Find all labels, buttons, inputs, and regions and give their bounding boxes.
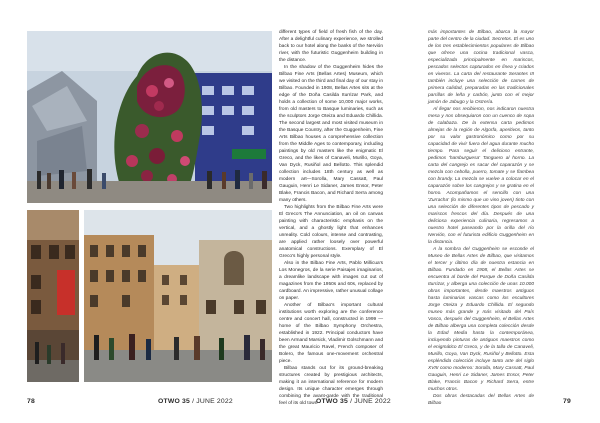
bilbao-street-illustration bbox=[27, 210, 79, 382]
guggenheim-puppy-illustration bbox=[27, 31, 272, 203]
paragraph: A la sombra del Guggenheim se esconde el Museo de Bellas Artes de Bilbao, que visitamos el tercer y último día de nuestra estancia en Bilbao. Fundado en 1908, el Bellas Artes se encuentra al borde del Parque de Doña Casilda Iturrizar, y alberga una colección de unas 10.000 obras importantes, desde maestros antiguos hasta luminarias vascas como los escultores Jorge Oteiza y Eduardo Chillida. El segundo museo más grande y más visitado del País Vasco, después del Guggenheim, el Bellas Artes de Bilbao alberga una completa colección desde la Edad Media hasta la contemporánea, incluyendo pinturas de antiguos maestros como el enigmático El Greco, y de la talla de Canaveli, Murillo, Goya, Van Dyck, Rusiñol y Bellotto. Esta espléndida colección incluye tanto arte del siglo XVIII como moderno: Sorolla, Mary Cassatt, Paul Gauguin, Henri Le Sidaner, James Ensor, Peter Blake, Francis Bacon y Richard Serra, entre muchos otros. bbox=[428, 247, 534, 392]
paragraph: Dos obras destacadas del Bellas Artes de Bilbao bbox=[428, 394, 534, 406]
bilbao-plaza-photo bbox=[84, 210, 272, 382]
paragraph: different types of field of fresh fish of the day. After a delightful culinary experience, we strolled back to our hotel along the banks of the Nervión river, with the futuristic Guggenheim building in the distance. bbox=[279, 30, 383, 63]
article-column-spanish bbox=[428, 29, 534, 406]
paragraph: más importantes de Bilbao, abarca la mayor parte del centro de la ciudad. Secretos. El es uno de los tres establecimientos populares de Bilbao que ofrece una cocina tradicional vasca, especializada principalmente en mariscos, pescados selectos capturados en línea y criados en viveros. La carta del restaurante Serantes III también incluye una selección de carnes de primera calidad, preparadas en las tradicionales parrillas de leña y carbón, junto con el mejor jamón de Jabugo y la Ostrería. bbox=[428, 30, 534, 105]
page-number-right: 79 bbox=[563, 398, 571, 405]
bilbao-plaza-illustration bbox=[84, 210, 272, 382]
issue-date: / JUNE 2022 bbox=[190, 398, 233, 405]
paragraph: In the shadow of the Guggenheim hides the Bilbao Fine Arts (Bellas Artes) Museum, which we visited on the third and final day of our stay in Bilbao. Founded in 1908, Bellas Artes sits at the edge of the Doña Casilda Iturrizar Park, and holds a collection of some 10,000 major works, from old masters to Basque luminaries, such as the sculptors Jorge Oteiza and Eduardo Chillida. The second largest and most visited museum in the Basque Country, after the Guggenheim, Fine Arts Bilbao houses a comprehensive collection from the Middle Ages to contemporary, including paintings by old masters like the enigmatic El Greco, and the likes of Canaveli, Murillo, Goya, Van Dyck, Rusiñol and Bellotto. This splendid collection includes 18th century as well as modern art—Sorolla, Mary Cassatt, Paul Gauguin, Henri Le Sidaner, James Ensor, Peter Blake, Francis Bacon, and Richard Serra among many others. bbox=[279, 65, 383, 203]
guggenheim-puppy-photo bbox=[27, 31, 272, 203]
footer-left bbox=[158, 398, 233, 405]
bilbao-street-photo bbox=[27, 210, 79, 382]
issue-date: / JUNE 2022 bbox=[348, 398, 391, 405]
paragraph: Bilbao stands out for its ground-breaking structures created by prestigious architects, making it an international reference for modern design. Its unique character emerges through combining the avant-garde with the traditional feel of its old town bbox=[279, 366, 383, 406]
page-number-left: 78 bbox=[27, 398, 35, 405]
footer-right bbox=[316, 398, 391, 405]
paragraph: Another of Bilbao's important cultural institutions worth exploring are the conference centre and concert hall, constructed in 1999 — home of the Bilbao Symphony Orchestra, established in 1922. Principal conductors have been Armand Marsick, Vladimir Golschmann and the great Mauricio Ravel, French composer of Bolero, the famous one-movement orchestral piece. bbox=[279, 303, 383, 364]
magazine-name: OTWO 35 bbox=[316, 398, 348, 405]
paragraph: Two highlights from the Bilbao Fine Arts were El Greco's The Annunciation, an oil on canvas painting with characteristic emphasis on the vertical, and a ghostly light that enhances unreality. Cold colours, intense and contrasting, are applied rather loosely over powerful anatomical constructions. Exemplary of El Greco's highly personal style. bbox=[279, 205, 383, 259]
paragraph: Al llegar nos recibieron, nos indicaron nuestra mesa y nos obsequiaron con un cuenco de sopa de calabaza. De la extensa carta pedimos almejas de la región de Algorfa, aperitivos, tanto por su valor gastronómico como por su capacidad de vivir fuera del agua durante mucho tiempo. Para seguir el delicioso entrante, pedimos 'hamburguesa' Tanguero al horno. La carta del cangrejo es sacar del caparazón y se mezcla con cebolla, puerro, tomate y se flambea con brandy. La mezcla se vuelve a colocar en el caparazón sobre los cangrejos y se gratina en el horno. Acompañamos el sencillo con una 'Zurracha' (lo mismo que un vino joven) tinto con una selección de diferentes tipos de pescado y mariscos frescos del día. Después de una deliciosa experiencia culinaria, regresamos a nuestro hotel paseando por la orilla del río Nervión, con el futurista edificio Guggenheim en la distancia. bbox=[428, 107, 534, 245]
magazine-name: OTWO 35 bbox=[158, 398, 190, 405]
paragraph: Also in the Bilbao Fine Arts, Pablo Millicua's Los Monegros, de la serie Paisajes imaginarios, a dreamlike landscape with images cut out of magazines from the 1950s and 60s, replaced by cardboard. An impressive, rather unusual collage on paper. bbox=[279, 261, 383, 301]
